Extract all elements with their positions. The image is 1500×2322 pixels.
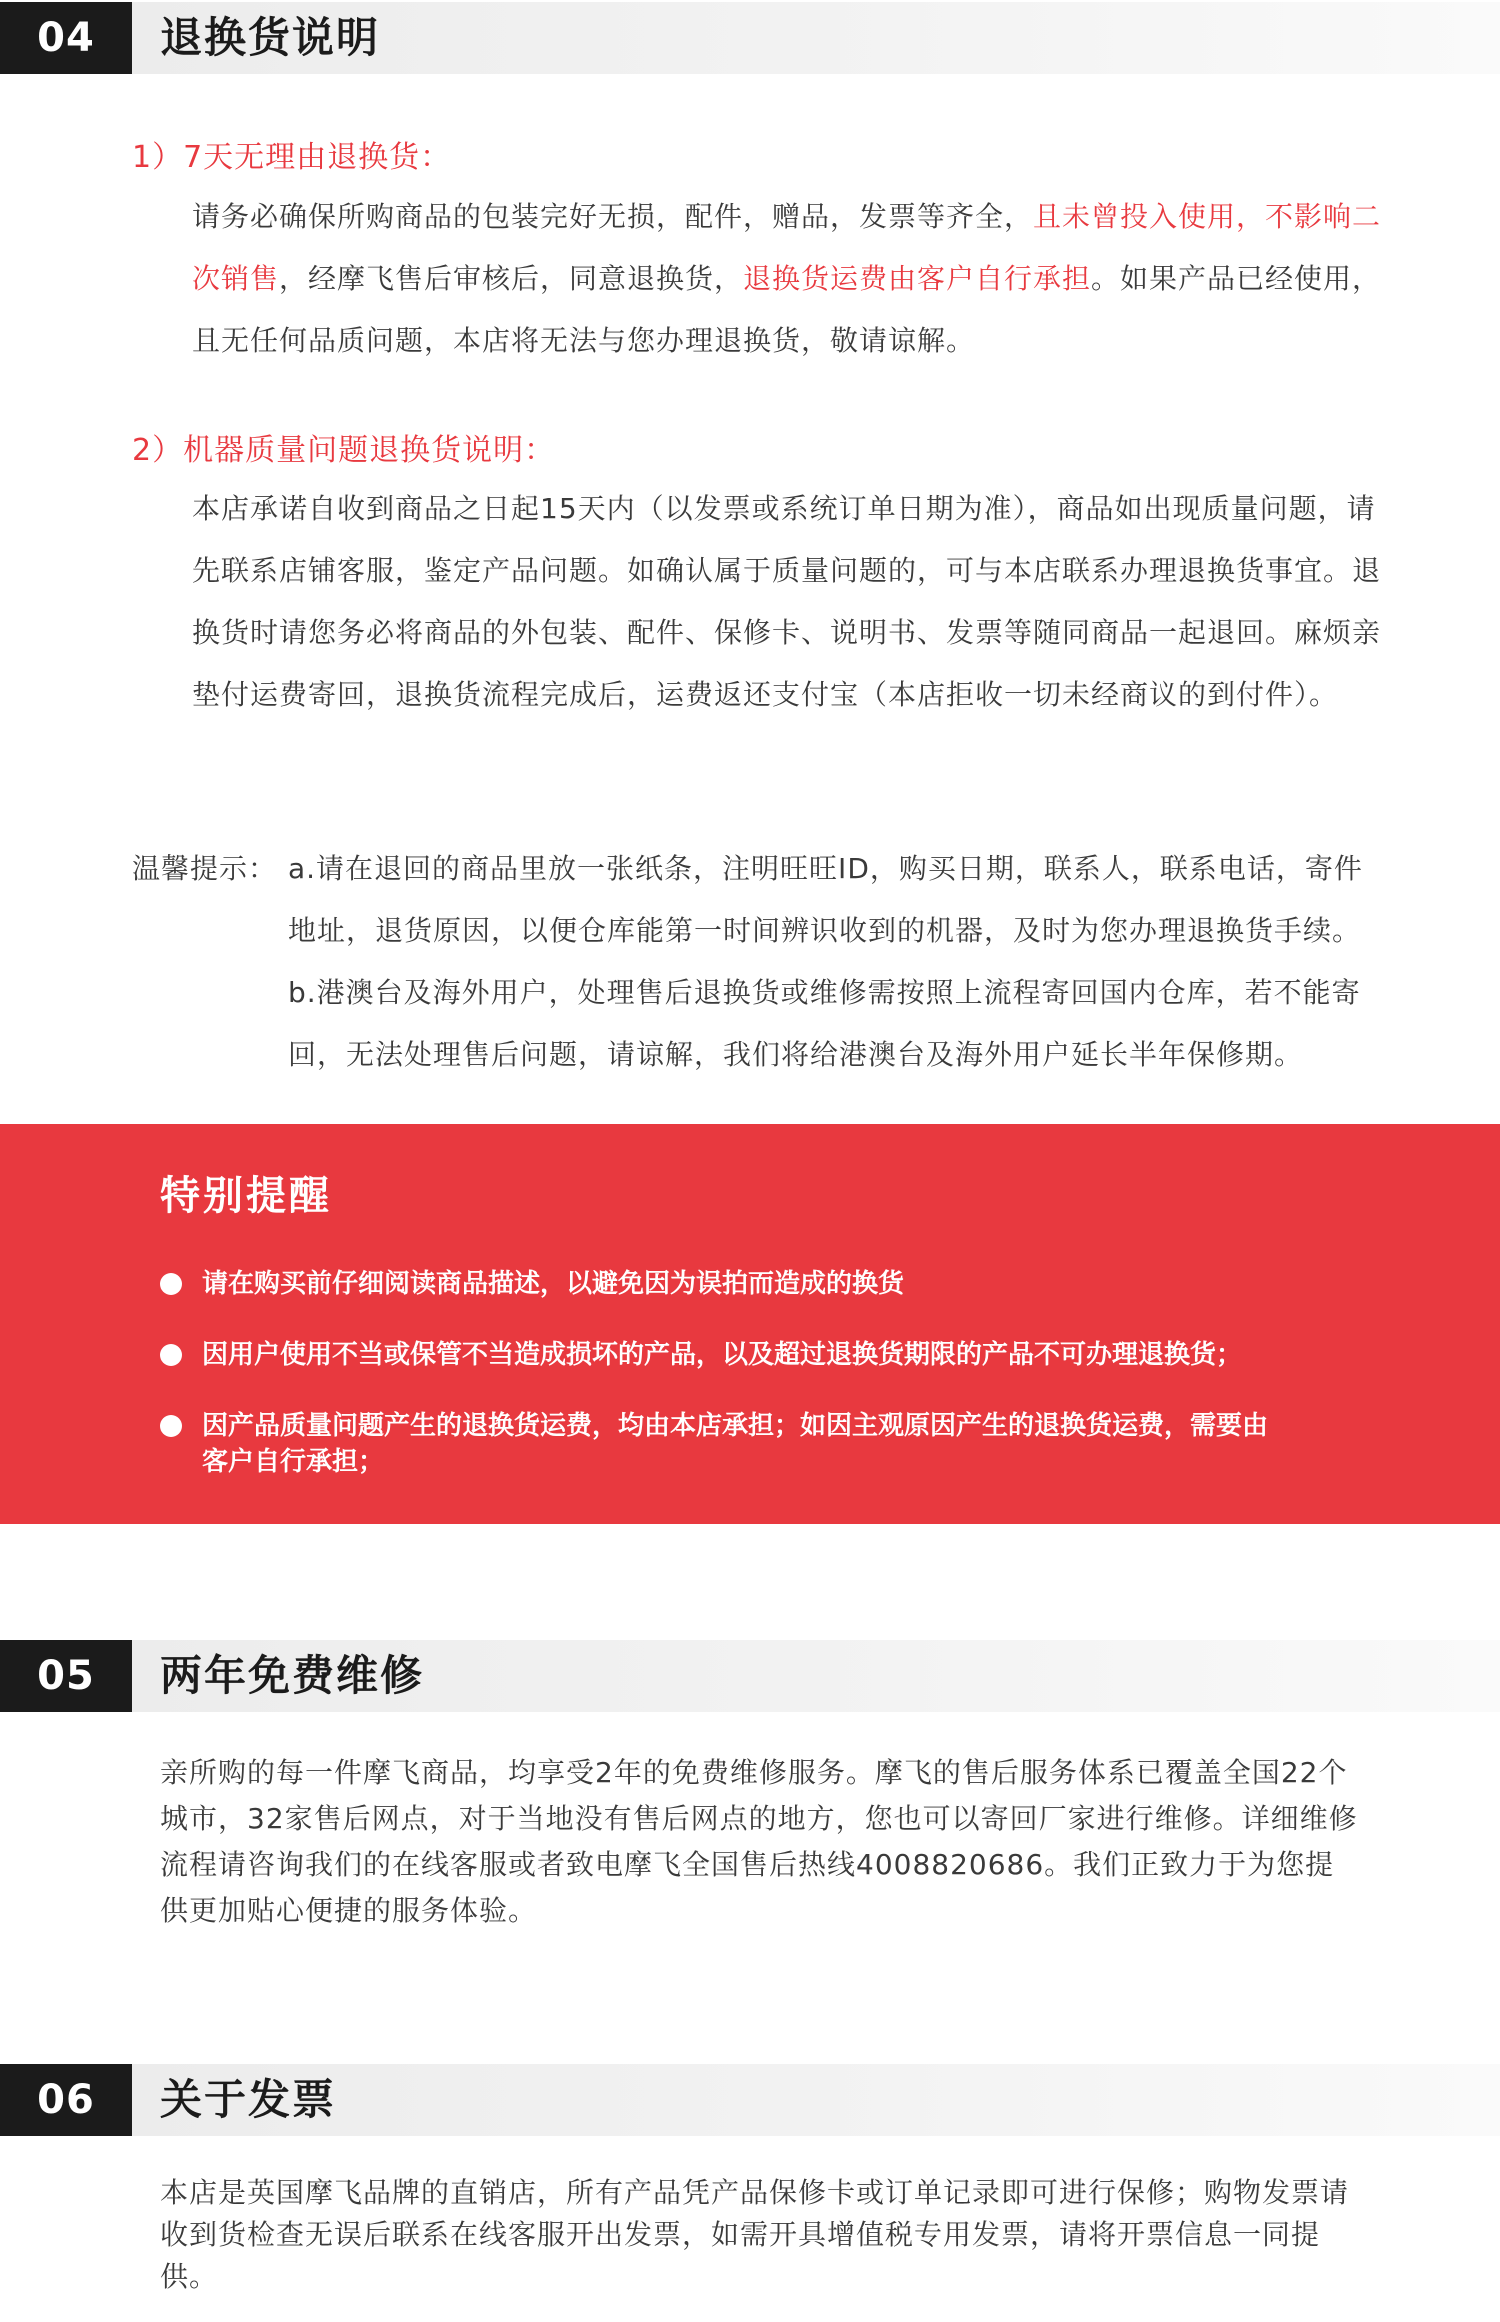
- section-06-number: 06: [0, 2064, 132, 2136]
- notice-item-text: 因产品质量问题产生的退换货运费，均由本店承担；如因主观原因产生的退换货运费，需要由客户自行承担；: [202, 1411, 1269, 1477]
- section-06-header: [0, 2064, 1500, 2136]
- tip-b: b.港澳台及海外用户，处理售后退换货或维修需按照上流程寄回国内仓库，若不能寄回，无法处理售后问题，请谅解，我们将给港澳台及海外用户延长半年保修期。: [288, 976, 1361, 1071]
- point-1-text-part1: 请务必确保所购商品的包装完好无损，配件，赠品，发票等齐全，: [192, 200, 1034, 233]
- section-06-title: 关于发票: [160, 2075, 337, 2124]
- section-05-number: 05: [0, 1640, 132, 1712]
- bullet-icon: [160, 1273, 182, 1295]
- point-2-title: 2）机器质量问题退换货说明：: [132, 433, 556, 468]
- section-06-text: 本店是英国摩飞品牌的直销店，所有产品凭产品保修卡或订单记录即可进行保修；购物发票请收到货检查无误后联系在线客服开出发票，如需开具增值税专用发票，请将开票信息一同提供。: [160, 2176, 1350, 2293]
- notice-title: 特别提醒: [160, 1173, 332, 1219]
- point-1-text-part2: ，经摩飞售后审核后，同意退换货，: [279, 262, 744, 295]
- notice-item-text: 因用户使用不当或保管不当造成损坏的产品，以及超过退换货期限的产品不可办理退换货；: [202, 1340, 1243, 1370]
- section-04-number: 04: [0, 2, 132, 74]
- point-1-text-part3: 。如果产品已经使用，且无任何品质问题，本店将无法与您办理退换货，敬请谅解。: [192, 262, 1382, 357]
- section-05-header: [0, 1640, 1500, 1712]
- point-1-highlight-2: 退换货运费由客户自行承担: [743, 262, 1092, 295]
- point-1-text: [192, 186, 1382, 372]
- section-04-header: [0, 2, 1500, 74]
- point-2-text: 本店承诺自收到商品之日起15天内（以发票或系统订单日期为准），商品如出现质量问题，请先联系店铺客服，鉴定产品问题。如确认属于质量问题的，可与本店联系办理退换货事宜。退换货时请您务必将商品的外包装、配件、保修卡、说明书、发票等随同商品一起退回。麻烦亲垫付运费寄回，退换货流程完成后，运费返还支付宝（本店拒收一切未经商议的到付件）。: [192, 492, 1382, 711]
- notice-item-text: 请在购买前仔细阅读商品描述，以避免因为误拍而造成的换货: [202, 1269, 905, 1299]
- bullet-icon: [160, 1415, 182, 1437]
- notice-item: [162, 1408, 1292, 1480]
- section-05-title: 两年免费维修: [160, 1651, 425, 1700]
- point-1-title: 1）7天无理由退换货：: [132, 140, 452, 175]
- bullet-icon: [160, 1344, 182, 1366]
- section-05-text: 亲所购的每一件摩飞商品，均享受2年的免费维修服务。摩飞的售后服务体系已覆盖全国22个城市，32家售后网点，对于当地没有售后网点的地方，您也可以寄回厂家进行维修。详细维修流程请咨询我们的在线客服或者致电摩飞全国售后热线4008820686。我们正致力于为您提供更加贴心便捷的服务体验。: [160, 1756, 1358, 1927]
- tip-a: a.请在退回的商品里放一张纸条，注明旺旺ID，购买日期，联系人，联系电话，寄件地址，退货原因，以便仓库能第一时间辨识收到的机器，及时为您办理退换货手续。: [288, 852, 1363, 947]
- tips-label: 温馨提示：: [132, 852, 278, 885]
- notice-item: [162, 1337, 1362, 1373]
- notice-item: [162, 1266, 1362, 1302]
- section-04-title: 退换货说明: [160, 13, 381, 62]
- point-1-highlight-1: 且未曾投入使用，不影响二次销售: [192, 200, 1382, 295]
- special-notice-panel: [0, 1124, 1500, 1524]
